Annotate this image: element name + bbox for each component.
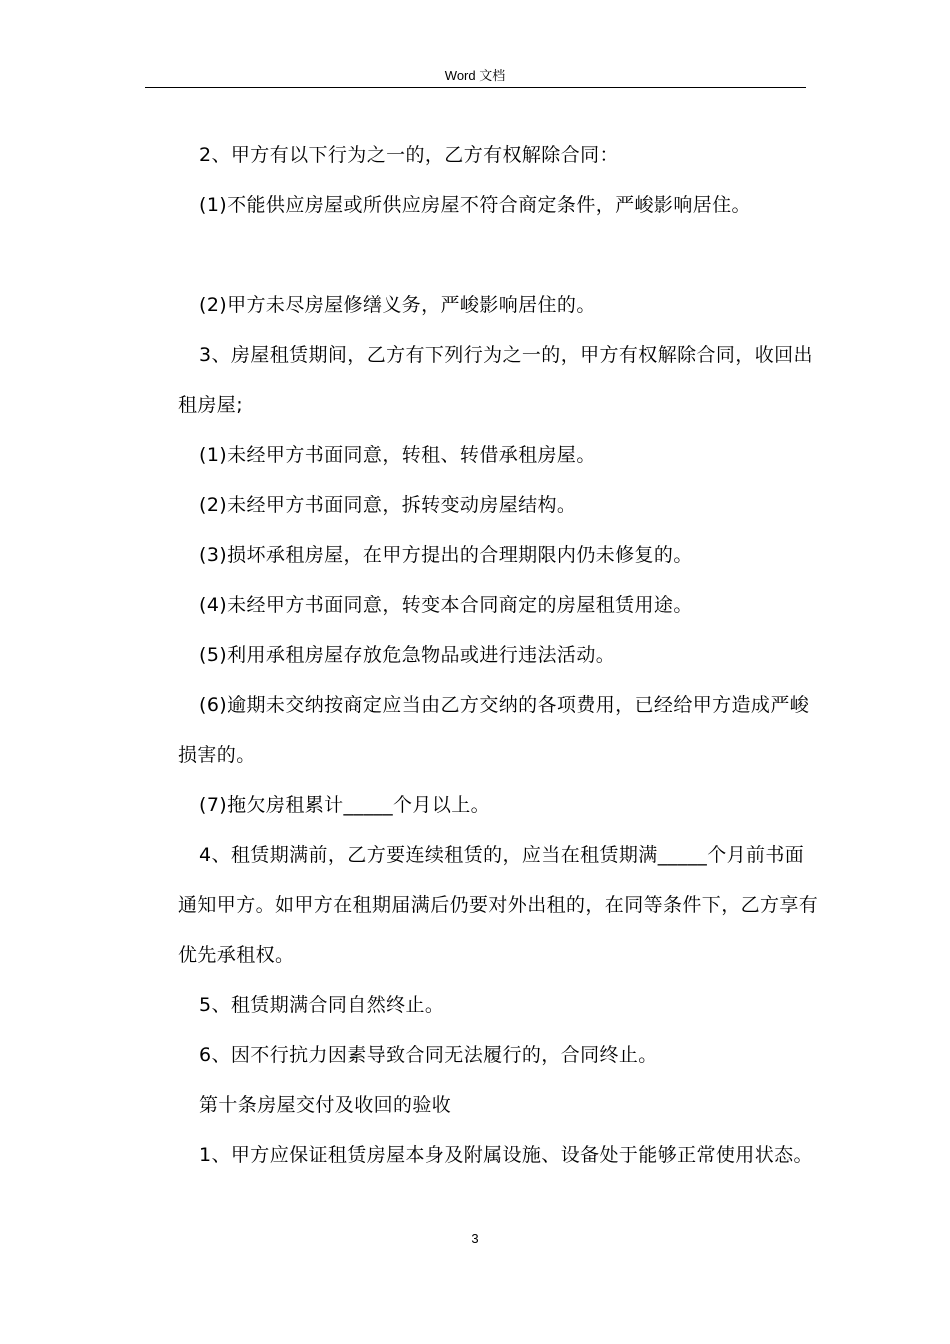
paragraph-clause-3-1: (1)未经甲方书面同意，转租、转借承租房屋。 <box>199 444 596 466</box>
paragraph-clause-2: 2、甲方有以下行为之一的，乙方有权解除合同： <box>199 144 619 166</box>
section-heading-article-10: 第十条房屋交付及收回的验收 <box>199 1094 452 1116</box>
paragraph-clause-3: 3、房屋租赁期间，乙方有下列行为之一的，甲方有权解除合同，收回出租房屋; <box>178 344 813 416</box>
paragraph-clause-3-3: (3)损坏承租房屋，在甲方提出的合理期限内仍未修复的。 <box>199 544 693 566</box>
paragraph-clause-3-7: (7)拖欠房租累计_____个月以上。 <box>199 794 491 816</box>
paragraph-clause-4: 4、租赁期满前，乙方要连续租赁的，应当在租赁期满_____个月前书面通知甲方。如甲方在租期届满后仍要对外出租的，在同等条件下，乙方享有优先承租权。 <box>178 844 819 966</box>
paragraph-clause-2-2: (2)甲方未尽房屋修缮义务，严峻影响居住的。 <box>199 294 596 316</box>
document-body <box>178 130 823 1180</box>
paragraph-article-10-clause-1: 1、甲方应保证租赁房屋本身及附属设施、设备处于能够正常使用状态。 <box>199 1144 813 1166</box>
paragraph-clause-6: 6、因不行抗力因素导致合同无法履行的，合同终止。 <box>199 1044 658 1066</box>
page-header-title: Word 文档 <box>444 68 506 83</box>
paragraph-clause-5: 5、租赁期满合同自然终止。 <box>199 994 445 1016</box>
paragraph-clause-2-1: (1)不能供应房屋或所供应房屋不符合商定条件，严峻影响居住。 <box>199 194 751 216</box>
paragraph-clause-3-5: (5)利用承租房屋存放危急物品或进行违法活动。 <box>199 644 616 666</box>
header-divider <box>145 87 806 88</box>
paragraph-clause-3-6: (6)逾期未交纳按商定应当由乙方交纳的各项费用，已经给甲方造成严峻损害的。 <box>178 694 810 766</box>
page-number: 3 <box>471 1231 479 1246</box>
paragraph-clause-3-2: (2)未经甲方书面同意，拆转变动房屋结构。 <box>199 494 577 516</box>
paragraph-clause-3-4: (4)未经甲方书面同意，转变本合同商定的房屋租赁用途。 <box>199 594 693 616</box>
